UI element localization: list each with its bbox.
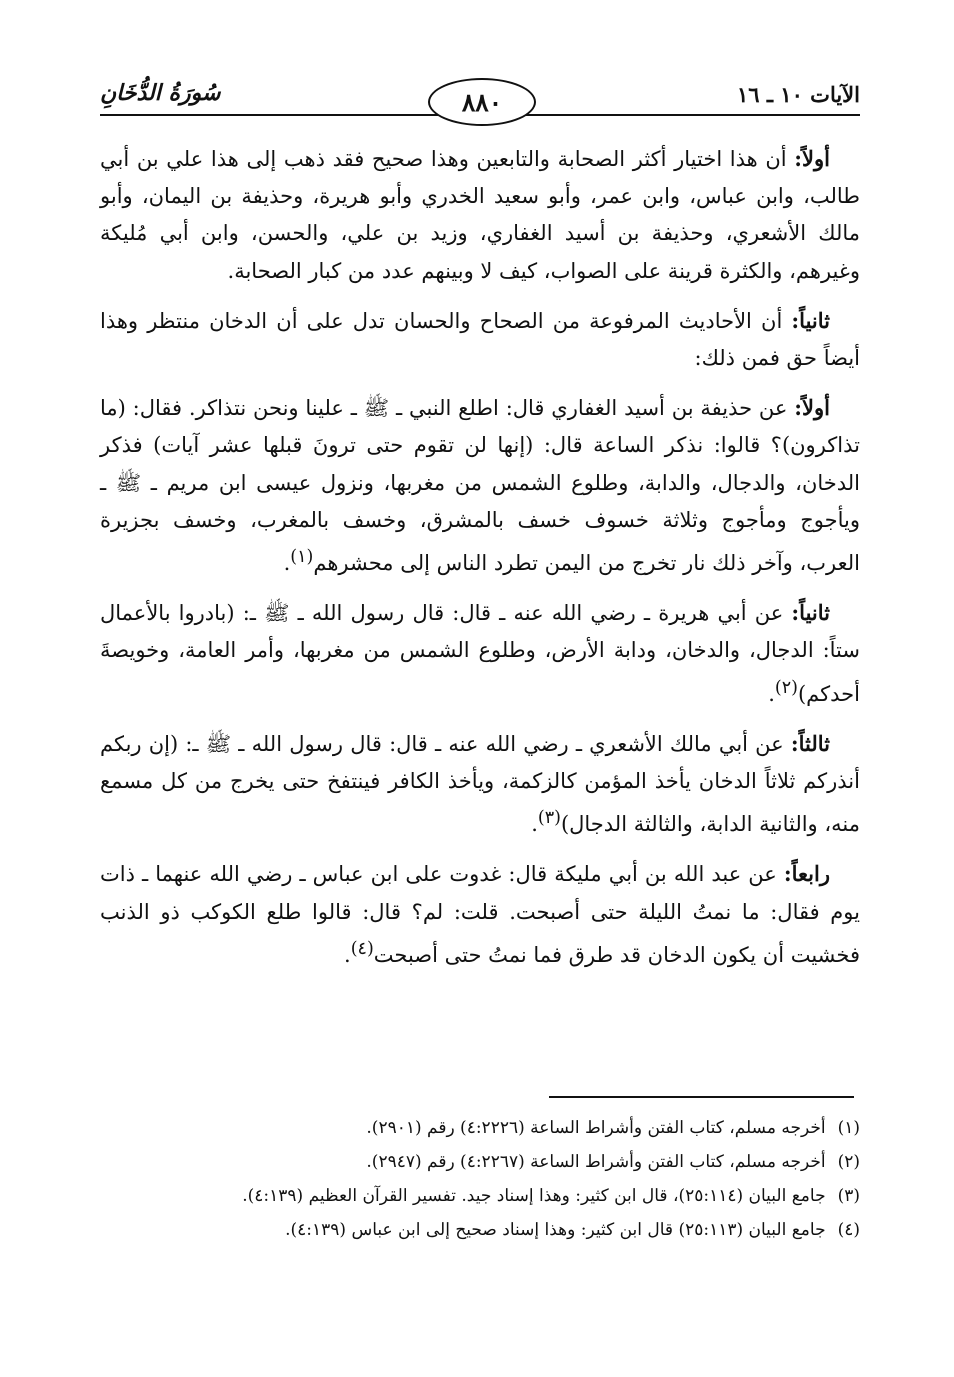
paragraph-lead: أولاً: [794, 146, 830, 171]
paragraph-lead: أولاً: [794, 395, 830, 421]
paragraph-text: أن الأحاديث المرفوعة من الصحاح والحسان تدل على أن الدخان منتظر وهذا أيضاً حق فمن ذلك: [100, 308, 860, 371]
page-number: ٨٨٠ [428, 78, 536, 126]
page-header [100, 78, 860, 126]
paragraph [100, 594, 860, 713]
surah-title: سُورَةُ الدُّخَانِ [100, 80, 221, 106]
paragraph-end: . [768, 681, 775, 706]
footnote-text: أخرجه مسلم، كتاب الفتن وأشراط الساعة (٤:٢٢٦٧) رقم (٢٩٤٧). [366, 1152, 826, 1172]
paragraph-end: . [344, 942, 351, 967]
paragraph-text: عن أبي هريرة ـ رضي الله عنه ـ قال: قال رسول الله ـ ﷺ ـ: (بادروا بالأعمال ستاً: الدجال، والدخان، ودابة الأرض، وطلوع الشمس من مغربها، وأمر العامة، وخويصةَ أحدكم) [100, 601, 860, 706]
main-text [100, 140, 860, 986]
footnote-ref: (٤) [350, 938, 374, 959]
paragraph-lead: ثانياً: [791, 307, 830, 333]
footnote-ref: (٢) [774, 677, 798, 698]
footnote [100, 1214, 860, 1246]
footnote-text: جامع البيان (٢٥:١١٣) قال ابن كثير: وهذا إسناد صحيح إلى ابن عباس (٤:١٣٩). [285, 1220, 826, 1240]
paragraph-lead: رابعاً: [783, 861, 830, 887]
footnotes [100, 1112, 860, 1248]
footnote [100, 1112, 860, 1144]
paragraph-end: . [531, 812, 538, 837]
footnote-ref: (١) [290, 547, 314, 568]
paragraph-text: عن حذيفة بن أسيد الغفاري قال: اطلع النبي ـ ﷺ ـ علينا ونحن نتذاكر. فقال: (ما تذاكرون)؟ قالوا: نذكر الساعة قال: (إنها لن تقوم حتى ترونَ قبلها عشر آيات) فذكر الدخان، والدجال، والدابة، وطلوع الشمس من مغربها، ونزول عيسى ابن مريم ـ ﷺ ـ ويأجوج ومأجوج وثلاثة خسوف خسف بالمشرق، وخسف بالمغرب، وخسف بجزيرة العرب، وآخر ذلك نار تخرج من اليمن تطرد الناس إلى محشرهم [100, 396, 860, 576]
footnote-number: (٣) [837, 1186, 860, 1206]
footnote-text: أخرجه مسلم، كتاب الفتن وأشراط الساعة (٤:٢٢٢٦) رقم (٢٩٠١). [366, 1118, 826, 1138]
paragraph [100, 140, 860, 290]
paragraph-text: أن هذا اختيار أكثر الصحابة والتابعين وهذا صحيح فقد ذهب إلى هذا علي بن أبي طالب، وابن عباس، وابن عمر، وأبو سعيد الخدري وأبو هريرة، وحذيفة بن اليمان، وأبو مالك الأشعري، وحذيفة بن أسيد الغفاري، وزيد بن علي، والحسن، وابن أبي مُليكة وغيرهم، والكثرة قرينة على الصواب، كيف لا وبينهم عدد من كبار الصحابة. [100, 147, 860, 283]
paragraph-text: عن أبي مالك الأشعري ـ رضي الله عنه ـ قال: قال رسول الله ـ ﷺ ـ: (إن ربكم أنذركم ثلاثاً الدخان يأخذ المؤمن كالزكمة، ويأخذ الكافر فينتفخ حتى يخرج من كل مسمع منه، والثانية الدابة، والثالثة الدجال) [100, 731, 860, 837]
footnote-number: (٢) [837, 1152, 860, 1172]
footnote-number: (١) [837, 1118, 860, 1138]
paragraph-end: . [283, 551, 291, 576]
paragraph [100, 855, 860, 974]
paragraph-lead: ثانياً: [791, 600, 830, 626]
paragraph [100, 302, 860, 377]
footnote [100, 1180, 860, 1212]
footnote-text: جامع البيان (٢٥:١١٤)، قال ابن كثير: وهذا إسناد جيد. تفسير القرآن العظيم (٤:١٣٩). [242, 1186, 826, 1206]
footnote [100, 1146, 860, 1178]
paragraph [100, 389, 860, 582]
verses-range: الآيات ١٠ ـ ١٦ [736, 82, 860, 107]
paragraph [100, 725, 860, 844]
footnotes-divider [549, 1096, 854, 1098]
footnote-number: (٤) [837, 1220, 860, 1240]
footnote-ref: (٣) [537, 808, 561, 829]
paragraph-text: عن عبد الله بن أبي مليكة قال: غدوت على ابن عباس ـ رضي الله عنهما ـ ذات يوم فقال: ما نمتُ الليلة حتى أصبحت. قلت: لم؟ قال: قالوا طلع الكوكب ذو الذنب فخشيت أن يكون الدخان قد طرق فما نمتُ حتى أصبحت [100, 862, 860, 967]
paragraph-lead: ثالثاً: [790, 730, 830, 756]
